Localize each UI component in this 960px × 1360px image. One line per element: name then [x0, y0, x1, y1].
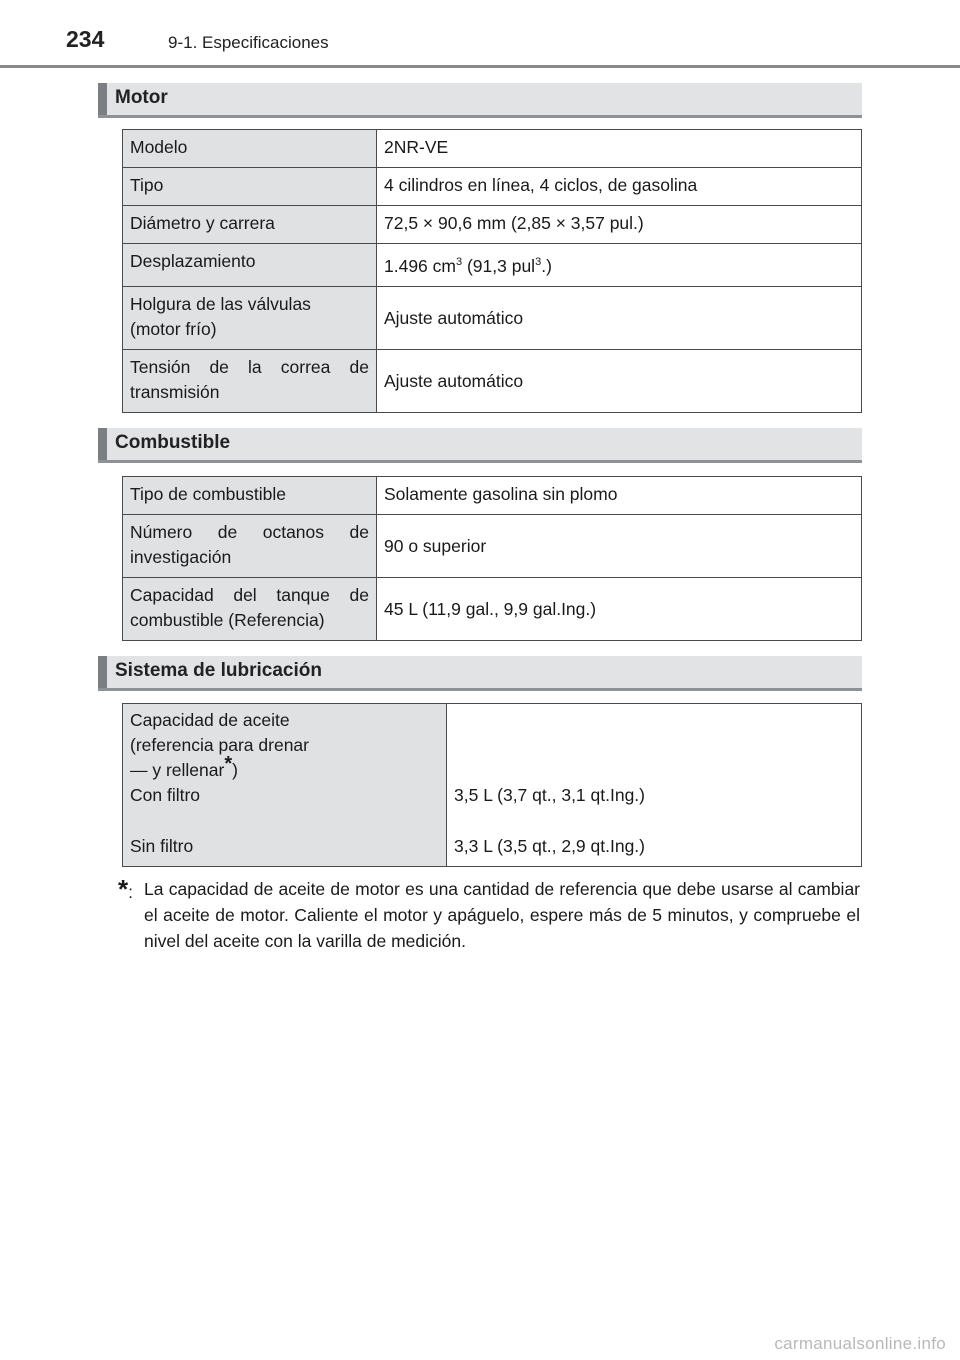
table-row	[123, 578, 862, 641]
section-title: Motor	[115, 87, 168, 108]
chapter-title: 9-1. Especificaciones	[168, 33, 329, 52]
table-row	[123, 244, 862, 287]
motor-spec-table	[122, 129, 862, 413]
page-number: 234	[66, 26, 105, 52]
section-accent	[98, 83, 107, 115]
spec-value: 45 L (11,9 gal., 9,9 gal.Ing.)	[377, 578, 862, 641]
spec-value: 4 cilindros en línea, 4 ciclos, de gasolina	[377, 168, 862, 206]
section-header-motor	[98, 83, 862, 118]
table-row	[123, 515, 862, 578]
section-header-combustible	[98, 428, 862, 463]
spec-label: Holgura de las válvulas (motor frío)	[123, 287, 377, 350]
spec-value: Ajuste automático	[377, 287, 862, 350]
section-header-lubricacion	[98, 656, 862, 691]
spec-label: Tipo de combustible	[123, 477, 377, 515]
section-accent	[98, 428, 107, 460]
table-row	[123, 287, 862, 350]
fuel-spec-table	[122, 476, 862, 641]
spec-value: 90 o superior	[377, 515, 862, 578]
spec-value: 2NR-VE	[377, 130, 862, 168]
table-row	[123, 350, 862, 413]
section-accent	[98, 656, 107, 688]
lubrication-spec-table	[122, 703, 862, 867]
list-item: Con filtro	[130, 785, 201, 805]
table-row	[123, 206, 862, 244]
watermark: carmanualsonline.info	[774, 1334, 946, 1353]
table-row	[123, 477, 862, 515]
header-divider	[0, 65, 960, 68]
spec-label: Diámetro y carrera	[123, 206, 377, 244]
section-title: Sistema de lubricación	[115, 660, 322, 681]
list-item: 3,5 L (3,7 qt., 3,1 qt.Ing.)	[454, 785, 645, 805]
spec-value: 72,5 × 90,6 mm (2,85 × 3,57 pul.)	[377, 206, 862, 244]
spec-label: Desplazamiento	[123, 244, 377, 287]
spec-label: Modelo	[123, 130, 377, 168]
footnote-mark: *:	[118, 874, 133, 904]
spec-label: Número de octanos de investigación	[123, 515, 377, 578]
footnote	[118, 876, 860, 954]
table-row	[123, 168, 862, 206]
spec-label: Capacidad de aceite (referencia para drenar — y rellenar*) Con filtro Sin filtro	[123, 704, 447, 867]
asterisk-mark: *	[224, 753, 233, 775]
spec-label: Capacidad del tanque de combustible (Referencia)	[123, 578, 377, 641]
footnote-text: La capacidad de aceite de motor es una cantidad de referencia que debe usarse al cambiar el aceite de motor. Caliente el motor y apáguelo, espere más de 5 minutos, y compruebe el nivel del aceite con la varilla de medición.	[144, 879, 860, 951]
list-item: Sin filtro	[130, 836, 194, 856]
table-row	[123, 130, 862, 168]
spec-label: Tipo	[123, 168, 377, 206]
table-row	[123, 704, 862, 867]
section-title: Combustible	[115, 432, 231, 453]
spec-value: Solamente gasolina sin plomo	[377, 477, 862, 515]
spec-value: 1.496 $cm^3$ (91,3 pul$^3$.)	[377, 244, 862, 287]
list-item: 3,3 L (3,5 qt., 2,9 qt.Ing.)	[454, 836, 645, 856]
spec-value	[447, 704, 862, 867]
spec-value: Ajuste automático	[377, 350, 862, 413]
spec-label: Tensión de la correa de transmisión	[123, 350, 377, 413]
